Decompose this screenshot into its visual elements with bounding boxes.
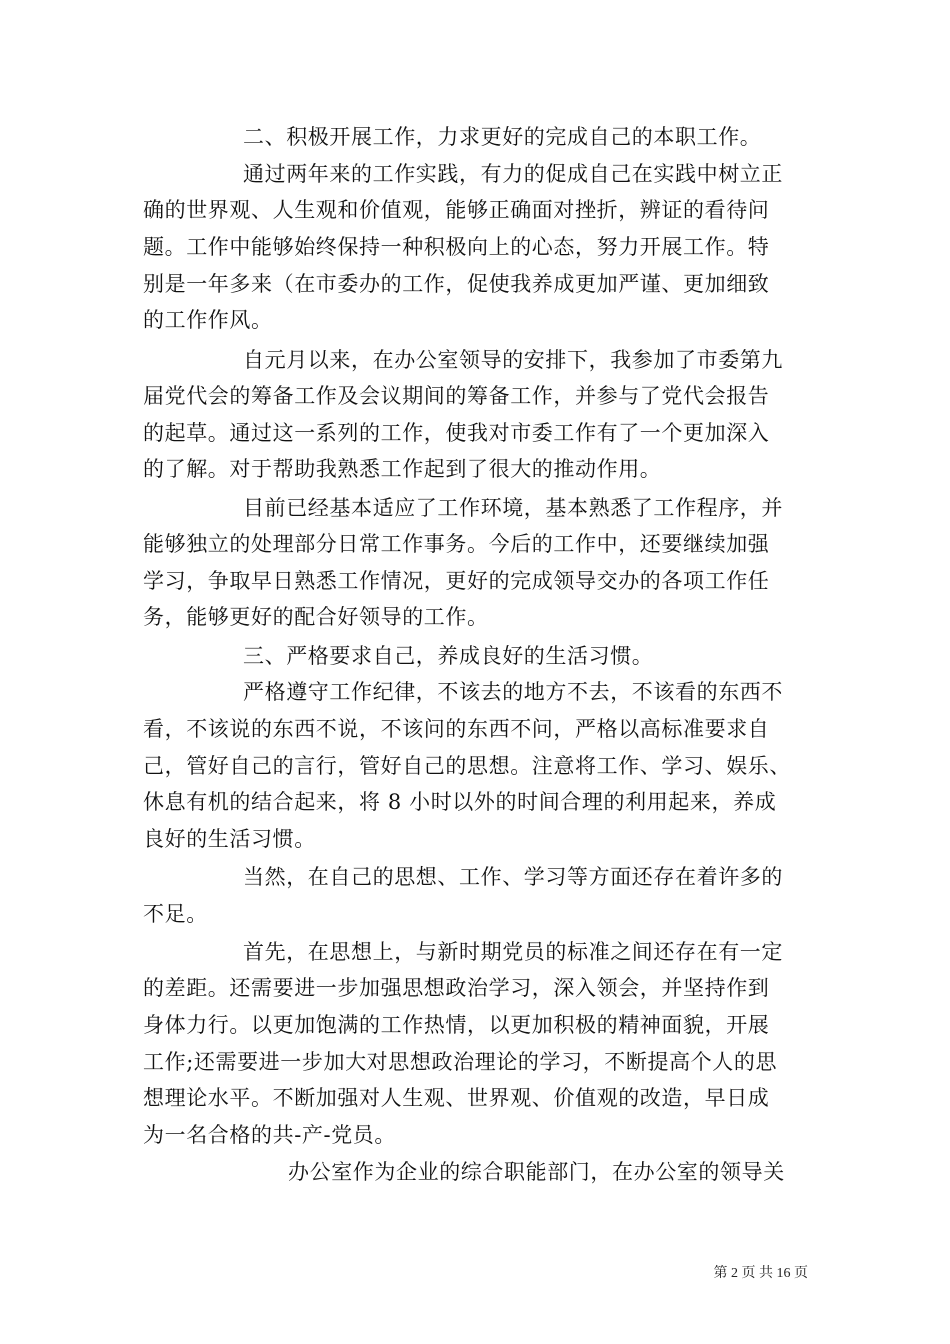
paragraph-line: 看，不该说的东西不说，不该问的东西不问，严格以高标准要求自: [143, 717, 770, 741]
paragraph-line: 身体力行。以更加饱满的工作热情，以更加积极的精神面貌，开展: [143, 1013, 770, 1037]
paragraph-line: 不足。: [143, 902, 208, 926]
paragraph-line: 良好的生活习惯。: [143, 827, 316, 851]
paragraph-line: 目前已经基本适应了工作环境，基本熟悉了工作程序，并: [243, 496, 783, 520]
paragraph-line: 务，能够更好的配合好领导的工作。: [143, 605, 489, 629]
paragraph-line: 首先，在思想上，与新时期党员的标准之间还存在有一定: [243, 940, 783, 964]
paragraph-line: 己，管好自己的言行，管好自己的思想。注意将工作、学习、娱乐、: [143, 754, 791, 778]
paragraph-line: 能够独立的处理部分日常工作事务。今后的工作中，还要继续加强: [143, 532, 770, 556]
paragraph-line: 确的世界观、人生观和价值观，能够正确面对挫折，辨证的看待问: [143, 198, 770, 222]
paragraph-line: 的工作作风。: [143, 308, 273, 332]
paragraph-line: 别是一年多来（在市委办的工作，促使我养成更加严谨、更加细致: [143, 272, 770, 296]
paragraph-line: 办公室作为企业的综合职能部门，在办公室的领导关: [288, 1160, 785, 1184]
page-number: 第 2 页 共 16 页: [713, 1266, 808, 1281]
paragraph-line: 的了解。对于帮助我熟悉工作起到了很大的推动作用。: [143, 457, 662, 481]
paragraph-line: 自元月以来，在办公室领导的安排下，我参加了市委第九: [243, 348, 783, 372]
paragraph-line: 当然，在自己的思想、工作、学习等方面还存在着许多的: [243, 865, 783, 889]
section-heading-2: 二、积极开展工作，力求更好的完成自己的本职工作。: [243, 125, 762, 149]
paragraph-line: 通过两年来的工作实践，有力的促成自己在实践中树立正: [243, 162, 783, 186]
paragraph-line: 想理论水平。不断加强对人生观、世界观、价值观的改造，早日成: [143, 1086, 770, 1110]
paragraph-line: 工作;还需要进一步加大对思想政治理论的学习，不断提高个人的思: [143, 1050, 778, 1074]
paragraph-line: 的起草。通过这一系列的工作，使我对市委工作有了一个更加深入: [143, 421, 770, 445]
paragraph-line: 学习，争取早日熟悉工作情况，更好的完成领导交办的各项工作任: [143, 569, 770, 593]
paragraph-line: 届党代会的筹备工作及会议期间的筹备工作，并参与了党代会报告: [143, 384, 770, 408]
paragraph-line: 严格遵守工作纪律，不该去的地方不去，不该看的东西不: [243, 680, 783, 704]
paragraph-line: 题。工作中能够始终保持一种积极向上的心态，努力开展工作。特: [143, 235, 770, 259]
paragraph-line: 为一名合格的共-产-党员。: [143, 1123, 396, 1147]
paragraph-line: 的差距。还需要进一步加强思想政治学习，深入领会，并坚持作到: [143, 976, 770, 1000]
section-heading-3: 三、严格要求自己，养成良好的生活习惯。: [243, 644, 654, 668]
paragraph-line: 休息有机的结合起来，将 8 小时以外的时间合理的利用起来，养成: [143, 790, 777, 814]
